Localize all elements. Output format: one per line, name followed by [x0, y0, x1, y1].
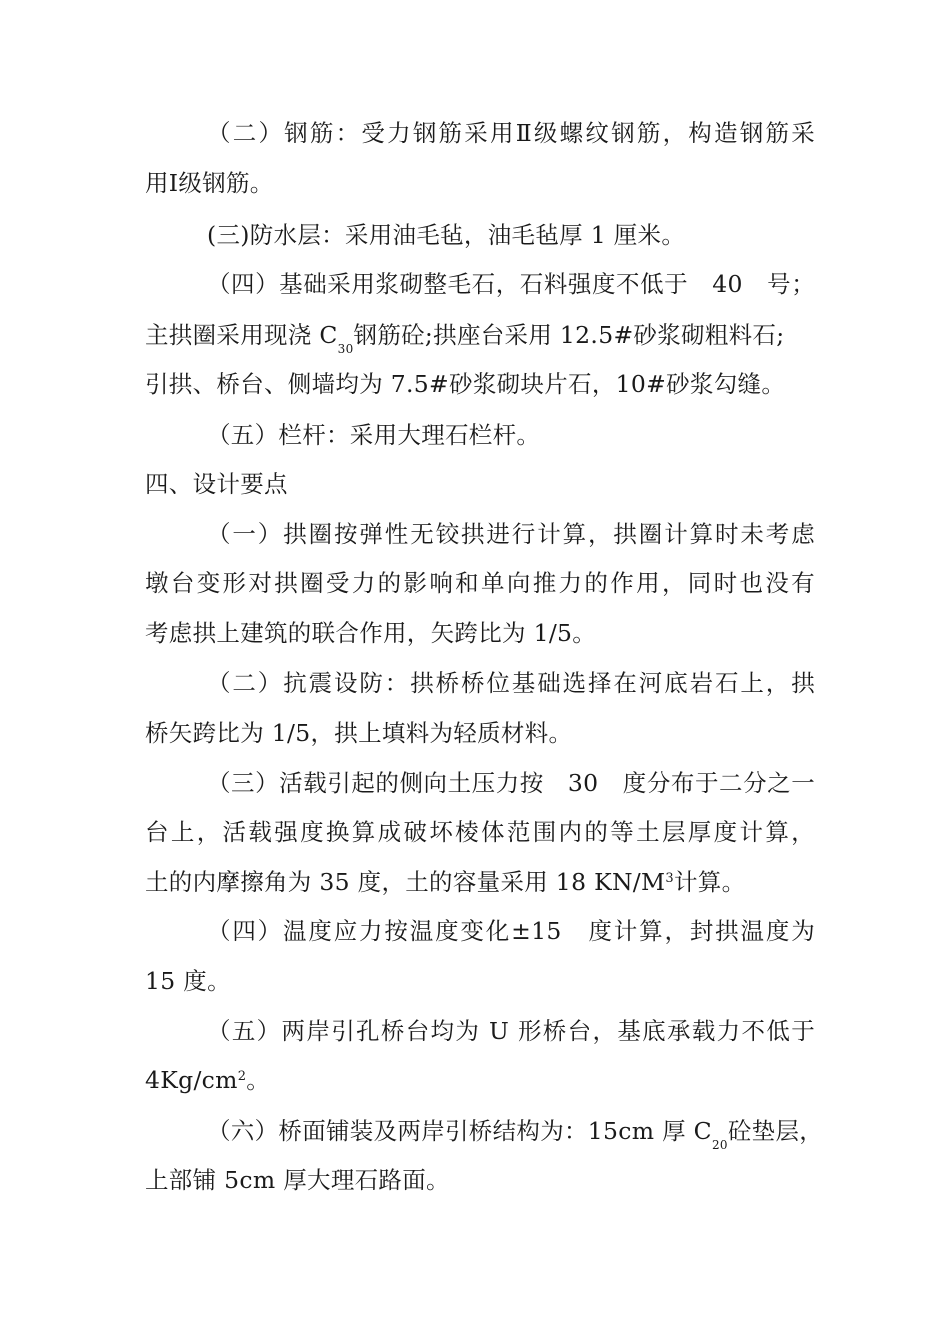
paragraph-line: 桥矢跨比为 1/5，拱上填料为轻质材料。 [145, 719, 573, 747]
section-heading: 四、设计要点 [145, 470, 288, 498]
paragraph-line: 15 度。 [145, 967, 231, 995]
paragraph-line: 台上，活载强度换算成破坏棱体范围内的等土层厚度计算， [145, 818, 815, 846]
paragraph-line: （二）抗震设防：拱桥桥位基础选择在河底岩石上，拱 [207, 669, 815, 697]
paragraph-line: （二）钢筋：受力钢筋采用Ⅱ级螺纹钢筋，构造钢筋采 [207, 119, 815, 147]
paragraph-line: （四）基础采用浆砌整毛石，石料强度不低于 40 号； [207, 270, 815, 298]
subscript: 30 [337, 342, 354, 356]
paragraph-line: 上部铺 5cm 厚大理石路面。 [145, 1166, 450, 1194]
text-run: （六）桥面铺装及两岸引桥结构为：15cm 厚 C [207, 1117, 712, 1145]
superscript: 2 [237, 1069, 247, 1084]
paragraph-line: (三)防水层：采用油毛毡，油毛毡厚 1 厘米。 [207, 221, 686, 249]
text-run: 土的内摩擦角为 35 度，土的容量采用 18 KN/M [145, 868, 666, 896]
paragraph-line: 引拱、桥台、侧墙均为 7.5#砂浆砌块片石，10#砂浆勾缝。 [145, 370, 786, 398]
paragraph-line: （四）温度应力按温度变化±15 度计算，封拱温度为 [207, 917, 815, 945]
text-run: 。 [246, 1066, 271, 1094]
paragraph-line [145, 865, 815, 899]
text-run: 4Kg/cm [145, 1066, 238, 1094]
paragraph-line: 考虑拱上建筑的联合作用，矢跨比为 1/5。 [145, 619, 597, 647]
superscript: 3 [665, 871, 674, 886]
text-run: 计算。 [673, 868, 746, 896]
paragraph-line [145, 318, 815, 356]
paragraph-line: （三）活载引起的侧向土压力按 30 度分布于二分之一 [207, 769, 815, 797]
paragraph-line [145, 1063, 815, 1097]
paragraph-line: （一）拱圈按弹性无铰拱进行计算，拱圈计算时未考虑 [207, 520, 815, 548]
paragraph-line [207, 1114, 824, 1152]
text-run: 主拱圈采用现浇 C [145, 321, 338, 349]
subscript: 20 [711, 1138, 728, 1152]
paragraph-line: （五）两岸引孔桥台均为 U 形桥台，基底承载力不低于 [207, 1017, 815, 1045]
paragraph-line: （五）栏杆：采用大理石栏杆。 [207, 421, 541, 449]
paragraph-line: 墩台变形对拱圈受力的影响和单向推力的作用，同时也没有 [145, 569, 815, 597]
paragraph-line: 用Ⅰ级钢筋。 [145, 169, 274, 197]
text-run: 钢筋砼;拱座台采用 12.5#砂浆砌粗料石; [353, 321, 785, 349]
text-run: 砼垫层， [727, 1117, 824, 1145]
